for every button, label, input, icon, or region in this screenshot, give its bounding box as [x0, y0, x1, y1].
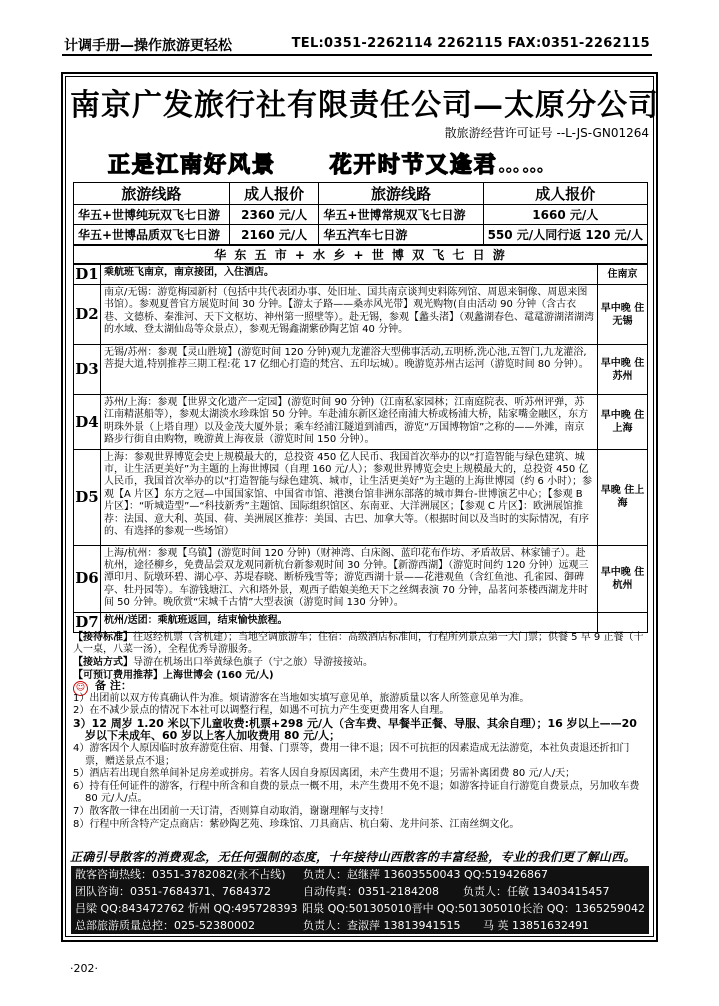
contact-item: 负责人：赵继萍 13603550043 QQ:519426867 [303, 868, 548, 881]
day-label: D5 [74, 449, 101, 545]
note-item: 5）酒店若出现自然单间补足房差或拼房。若客人因自身原因离团，未产生费用不退；另需补离团费 80 元/人/天； [73, 768, 576, 780]
day-label: D3 [74, 345, 101, 395]
price-cell: 1660 元/人 [483, 205, 647, 225]
table-row [74, 345, 648, 395]
day-label: D7 [75, 612, 99, 631]
slogan-part-a: 正是江南好风景 [108, 152, 277, 178]
slogan-part-b: 花开时节又逢君…… [329, 152, 546, 178]
contact-row [75, 900, 645, 917]
itinerary-title: 华 东 五 市 + 水 乡 + 世 博 双 飞 七 日 游 [73, 245, 648, 264]
price-cell: 550 元/人同行返 120 元/人 [483, 225, 647, 245]
note-item: 4）游客因个人原因临时放弃游览住宿、用餐、门票等，费用一律不退；因不可抗拒的因素造成无法游览，本社负责退还折扣门票，赠送景点不退； [73, 742, 630, 767]
table-row [74, 285, 648, 345]
contact-item: 负责人：查淑萍 13813941515 [303, 919, 461, 932]
contact-item: 团队咨询：0351-7684371、7684372 [75, 885, 271, 898]
note-item: 8）行程中所含特产定点商店：紫砂陶艺苑、珍珠馆、刀具商店、杭白菊、龙井问茶、江南丝绸文化。 [73, 818, 520, 830]
bottom-slogan: 正确引导散客的消费观念，无任何强制的态度，十年接待山西散客的丰富经验，专业的我们更了解山西。 [70, 850, 636, 864]
contact-item: 马 英 13851632491 [483, 919, 589, 932]
day-stay: 早中晚 住苏州 [598, 345, 648, 395]
optional-fee: 【可预订费用推荐】上海世博会 (160 元/人) [73, 670, 274, 681]
company-name: 南京广发旅行社有限责任公司—太原分公司 [70, 88, 659, 123]
table-row [74, 395, 648, 450]
contact-item: 总部旅游质量总控：025-52380002 [75, 919, 255, 932]
day-content: 杭州/送团：乘航班返回，结束愉快旅程。 [101, 612, 598, 632]
day-stay: 住南京 [598, 265, 648, 285]
contact-item: 负责人：任敏 13403415457 [463, 885, 610, 898]
contact-panel [71, 866, 649, 934]
table-row [74, 612, 648, 632]
price-cell: 2360 元/人 [229, 205, 319, 225]
day-stay: 早晚 住上海 [598, 449, 648, 545]
col-price: 成人报价 [229, 183, 319, 205]
note-item: 3）12 周岁 1.20 米以下儿童收费:机票+298 元/人（含车费、早餐半正餐、导服、其余自理）；16 岁以上——20 岁以下未成年、60 岁以上客人加收费用 80 元/人； [73, 716, 637, 743]
contact-item: 散客咨询热线：0351-3782082(永不占线) [75, 868, 286, 881]
day-content: 上海/杭州：参观【乌镇】(游览时间 120 分钟)（财神湾、白床阁、蓝印花布作坊、矛盾故居、林家铺子）。赴杭州，途径柳乡，免费品尝双龙观同新杭台新参观时间 30 分钟。【新游西湖】（游览时间约 120 分钟）远观三潭印月、阮墩环碧、湖心亭、苏堤春晓、断桥残雪等；游览西湖十景——花港观鱼（含红鱼池、孔雀园、御碑亭、牡丹园等）。车游钱塘江、六和塔外景，观西子皓娘美绝天下之丝绸表演 70 分钟，品茗问茶楼西湖龙井时间 50 分钟。晚欣赏“宋城千古情”大型表演（游览时间 130 分钟）。 [101, 545, 598, 612]
service-standard [73, 632, 648, 656]
col-route: 旅游线路 [74, 183, 230, 205]
smile-icon: ☺ [73, 681, 88, 696]
notes-section [73, 680, 648, 831]
contact-item: 自动传真：0351-2184208 [303, 885, 439, 898]
license-number: 散旅游经营许可证号 --L-JS-GN01264 [444, 126, 649, 140]
pickup-method [73, 657, 648, 669]
header-phone: TEL:0351-2262114 2262115 FAX:0351-2262115 [291, 36, 650, 51]
note-item: 2）在不减少景点的情况下本社可以调整行程，如遇不可抗力产生变更费用客人自理。 [73, 705, 450, 717]
itinerary-table [73, 264, 648, 633]
contact-row [75, 917, 645, 934]
note-item: 1）出团前以双方传真确认件为准。烦请游客在当地如实填写意见单，旅游质量以客人所签意见单为准。 [73, 692, 530, 704]
route-cell: 华五+世博品质双飞七日游 [74, 225, 230, 245]
contact-row [75, 866, 645, 883]
pickup-label: 【接站方式】 [73, 657, 133, 668]
route-cell: 华五汽车七日游 [319, 225, 483, 245]
table-row [74, 449, 648, 545]
day-label: D2 [74, 285, 101, 345]
manual-title: 计调手册—操作旅游更轻松 [64, 38, 232, 54]
service-text: 往返经机票（含机建）；当地空调旅游车；住宿：高级酒店标准间，行程所列景点第一大门票；供餐 5 早 9 正餐（十人一桌，八菜一汤），全程优秀导游服务。 [73, 632, 644, 655]
table-row [74, 545, 648, 612]
service-label: 【接待标准】 [73, 632, 133, 643]
day-content: 南京/无锡：游览梅园新村（包括中共代表团办事、处旧址、国共南京谈判史料陈列馆、周恩来铜像、周恩来图书馆）。参观夏普官方展览时间 30 分钟。【游太子路——桑赤风光带】观光购物(自由活动 90 分钟（含古衣巷、文德桥、秦淮河、天下文枢坊、神州第一照壁等）。赴无锡，参观【蠡头渚】（观蠡湖春色、鼋鼋游湖渚湖湾的水域、登太湖仙岛等众景点），参观无锡鑫湖紫砂陶艺馆 40 分钟。 [101, 285, 598, 345]
note-item: 6）持有任何证件的游客，行程中所含和自费的景点一概不用，未产生费用不免不退；如游客持证自行游览自费景点，另加收车费 80 元/人/点。 [73, 780, 640, 805]
table-row [74, 205, 648, 225]
day-content: 无锡/苏州：参观【灵山胜境】(游览时间 120 分钟)观九龙灌浴大型佛事活动,五明桥,洗心池,五智门,九龙灌浴,菩提大道,特别推荐三期工程:花 17 亿细心打造的梵宫、五印坛城）。晚游览苏州古运河（游览时间 80 分钟）。 [101, 345, 598, 395]
price-cell: 2160 元/人 [229, 225, 319, 245]
day-stay: 早中晚 住无锡 [598, 285, 648, 345]
col-route: 旅游线路 [319, 183, 483, 205]
page-header [62, 34, 652, 56]
day-stay [598, 612, 648, 632]
day-stay: 早中晚 住杭州 [598, 545, 648, 612]
day-label: D4 [74, 395, 101, 450]
contact-row [75, 883, 645, 900]
day-label: D1 [75, 265, 99, 284]
day-content: 乘航班飞南京，南京接团，入住酒店。 [101, 265, 598, 285]
contact-item: 晋中 QQ:501305010 [411, 902, 522, 915]
contact-item: 长治 QQ：1365259042 [521, 902, 646, 915]
notes-heading: 备 注： [95, 679, 132, 692]
contact-item: 吕梁 QQ:843472762 忻州 QQ:495728393 [75, 902, 298, 915]
route-cell: 华五+世博纯玩双飞七日游 [74, 205, 230, 225]
page-number: ·202· [70, 962, 98, 975]
table-row [74, 225, 648, 245]
route-cell: 华五+世博常规双飞七日游 [319, 205, 483, 225]
day-label: D6 [74, 545, 101, 612]
col-price: 成人报价 [483, 183, 647, 205]
day-content: 苏州/上海：参观【世界文化遗产一定园】(游览时间 90 分钟)（江南私家园林；江南庭院表、听苏州评弹，苏江南精湛船等），参观太湖淡水珍珠馆 50 分钟。车赴浦东新区途径南浦大桥或杨浦大桥，陆家嘴金融区，东方明珠外景（上塔自理）以及金茂大厦外景；乘车经浦江隧道到浦西，游览“万国博物馆”之称的——外滩，南京路步行街自由购物，晚游黄上海夜景（游览时间 150 分钟）。 [101, 395, 598, 450]
note-item: 7）散客散一律在出团前一天订清，否则算自动取消，谢谢理解与支持！ [73, 805, 390, 817]
contact-item: 阳泉 QQ:501305010 [302, 902, 412, 915]
table-row [74, 265, 648, 285]
pickup-text: 导游在机场出口举黄绿色旗子（宁之旅）导游接接站。 [133, 657, 373, 668]
slogan [108, 148, 590, 179]
price-table [73, 182, 648, 245]
day-stay: 早中晚 住上海 [598, 395, 648, 450]
day-content: 上海：参观世界博览会史上规模最大的，总投资 450 亿人民币、我国首次举办的以“打造智能与绿色建筑、城市，让生活更美好”为主题的上海世博园（自理 160 元/人）；参观世界博览会史上规模最大的，总投资 450 亿人民币，我国首次举办的以“打造智能与绿色建筑、城市，让生活更美好”为主题的上海世博园（约 6 小时）；参观【A 片区】东方之冠—中国国家馆、中国省市馆、港澳台馆非洲东部落的城市舞台-世博演艺中心；【参观 B 片区】：“听城造型”—“科技新秀”主题馆、国际组织馆区、东南亚、大洋洲展区；【参观 C 片区】：欧洲展馆推荐：法国、意大利、英国、荷、美洲展区推荐：美国、古巴、加拿大等。（根据时间以及当时的实际情况，有序的、有选择的参观一些场馆） [101, 449, 598, 545]
